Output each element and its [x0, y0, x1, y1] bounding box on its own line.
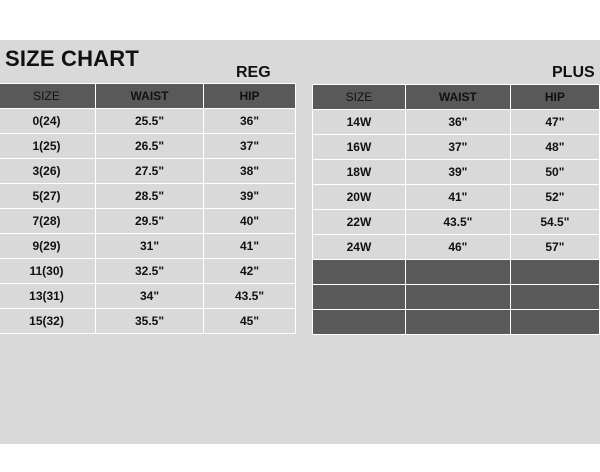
size-cell: 9(29) [0, 234, 96, 259]
plus-section-label: PLUS [552, 64, 595, 81]
column-header-waist: WAIST [405, 85, 510, 110]
size-cell: 18W [313, 160, 406, 185]
table-row [0, 109, 296, 134]
hip-cell: 42" [204, 259, 296, 284]
reg-section-label: REG [236, 64, 271, 81]
waist-cell: 46" [405, 235, 510, 260]
column-header-hip: HIP [510, 85, 599, 110]
waist-cell: 29.5" [96, 209, 204, 234]
empty-cell [510, 285, 599, 310]
hip-cell: 57" [510, 235, 599, 260]
empty-cell [405, 260, 510, 285]
size-cell: 11(30) [0, 259, 96, 284]
size-cell: 20W [313, 185, 406, 210]
waist-cell: 41" [405, 185, 510, 210]
waist-cell: 39" [405, 160, 510, 185]
table-row [0, 184, 296, 209]
table-row [313, 210, 600, 235]
size-cell: 16W [313, 135, 406, 160]
hip-cell: 54.5" [510, 210, 599, 235]
waist-cell: 36" [405, 110, 510, 135]
size-cell: 5(27) [0, 184, 96, 209]
empty-table-row [313, 285, 600, 310]
hip-cell: 50" [510, 160, 599, 185]
size-cell: 3(26) [0, 159, 96, 184]
hip-cell: 40" [204, 209, 296, 234]
table-row [0, 234, 296, 259]
table-row [0, 209, 296, 234]
waist-cell: 28.5" [96, 184, 204, 209]
empty-table-row [313, 310, 600, 335]
size-cell: 14W [313, 110, 406, 135]
hip-cell: 36" [204, 109, 296, 134]
waist-cell: 35.5" [96, 309, 204, 334]
size-cell: 0(24) [0, 109, 96, 134]
hip-cell: 38" [204, 159, 296, 184]
hip-cell: 37" [204, 134, 296, 159]
reg-size-table [0, 83, 296, 334]
waist-cell: 32.5" [96, 259, 204, 284]
table-row [313, 185, 600, 210]
table-row [313, 110, 600, 135]
table-row [0, 259, 296, 284]
column-header-waist: WAIST [96, 84, 204, 109]
waist-cell: 31" [96, 234, 204, 259]
column-header-hip: HIP [204, 84, 296, 109]
table-header-row [313, 85, 600, 110]
waist-cell: 43.5" [405, 210, 510, 235]
size-cell: 13(31) [0, 284, 96, 309]
hip-cell: 45" [204, 309, 296, 334]
empty-cell [405, 310, 510, 335]
empty-cell [510, 310, 599, 335]
size-cell: 22W [313, 210, 406, 235]
column-header-size: SIZE [0, 84, 96, 109]
table-header-row [0, 84, 296, 109]
empty-cell [510, 260, 599, 285]
empty-cell [405, 285, 510, 310]
page-title: SIZE CHART [5, 46, 139, 71]
hip-cell: 52" [510, 185, 599, 210]
waist-cell: 27.5" [96, 159, 204, 184]
waist-cell: 26.5" [96, 134, 204, 159]
table-row [0, 159, 296, 184]
empty-table-row [313, 260, 600, 285]
waist-cell: 34" [96, 284, 204, 309]
table-row [0, 134, 296, 159]
size-cell: 1(25) [0, 134, 96, 159]
hip-cell: 43.5" [204, 284, 296, 309]
size-cell: 24W [313, 235, 406, 260]
size-cell: 7(28) [0, 209, 96, 234]
hip-cell: 39" [204, 184, 296, 209]
table-row [313, 160, 600, 185]
hip-cell: 47" [510, 110, 599, 135]
table-row [0, 284, 296, 309]
empty-cell [313, 310, 406, 335]
table-row [0, 309, 296, 334]
waist-cell: 25.5" [96, 109, 204, 134]
column-header-size: SIZE [313, 85, 406, 110]
size-cell: 15(32) [0, 309, 96, 334]
waist-cell: 37" [405, 135, 510, 160]
plus-size-table [312, 84, 600, 335]
hip-cell: 48" [510, 135, 599, 160]
empty-cell [313, 285, 406, 310]
table-row [313, 135, 600, 160]
table-row [313, 235, 600, 260]
empty-cell [313, 260, 406, 285]
hip-cell: 41" [204, 234, 296, 259]
